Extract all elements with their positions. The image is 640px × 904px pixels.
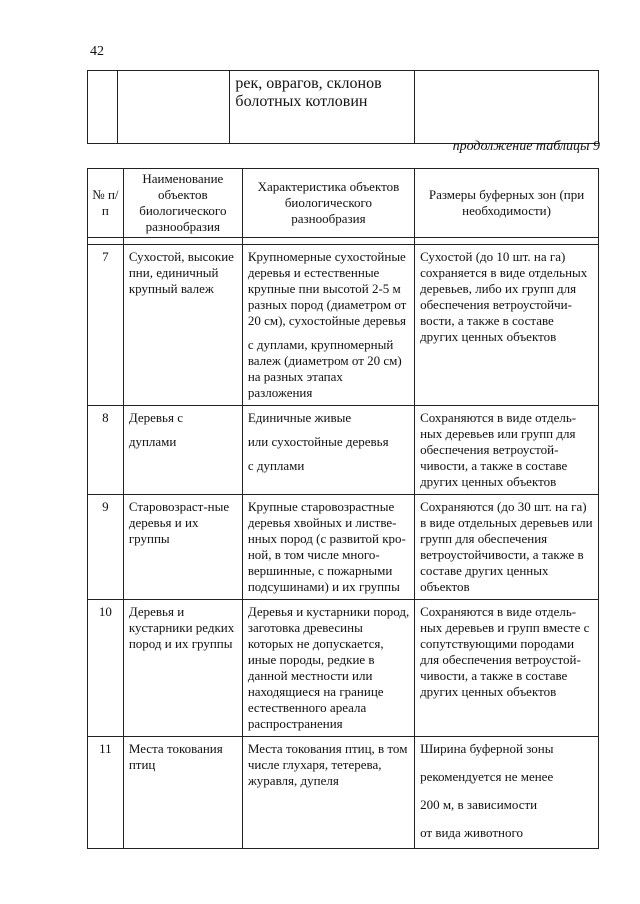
table-row bbox=[88, 600, 599, 737]
row-number: 7 bbox=[88, 245, 124, 406]
object-name: Старовозраст-ные деревья и их группы bbox=[123, 495, 242, 600]
description-text: Крупные старовозрастные деревья хвойных и листве-нных пород (с развитой кро-ной, в том числе много-вершинные, с пожарными подсушинами) и их группы bbox=[247, 499, 406, 594]
object-description bbox=[242, 737, 414, 849]
buffer-zone bbox=[415, 737, 599, 849]
object-description bbox=[242, 245, 414, 406]
buffer-zone-text: от вида животного bbox=[420, 825, 524, 840]
row-number: 8 bbox=[88, 406, 124, 495]
header-num: № п/п bbox=[88, 169, 124, 238]
buffer-zone bbox=[415, 406, 599, 495]
object-name: Места токования птиц bbox=[123, 737, 242, 849]
header-buffer-zone: Размеры буферных зон (при необходимости) bbox=[415, 169, 599, 238]
table-9 bbox=[87, 168, 599, 849]
buffer-zone-text: рекомендуется не менее bbox=[420, 769, 554, 784]
page-number: 42 bbox=[90, 44, 104, 59]
table-caption: продолжение таблицы 9 bbox=[452, 139, 600, 154]
buffer-zone bbox=[415, 245, 599, 406]
buffer-zone bbox=[415, 600, 599, 737]
table-row bbox=[88, 495, 599, 600]
previous-table-fragment bbox=[87, 70, 599, 144]
buffer-zone-text: 200 м, в зависимости bbox=[420, 797, 538, 812]
object-name: Сухостой, высокие пни, единичный крупный валеж bbox=[123, 245, 242, 406]
buffer-zone-text: Сохраняются в виде отдель-ных деревьев или групп для обеспечения ветроустой-чивости, а также в составе других ценных объектов bbox=[420, 410, 577, 489]
description-text: Деревья и кустарники пород, заготовка древесины которых не допускается, иные породы, редкие в данной местности или находящиеся на границе естественного ареала распространения bbox=[247, 604, 410, 731]
table-row bbox=[88, 71, 599, 144]
object-description bbox=[242, 495, 414, 600]
table-cell bbox=[88, 71, 118, 144]
table-cell bbox=[414, 71, 598, 144]
buffer-zone-text: Сохраняются (до 30 шт. на га) в виде отдельных деревьев или групп для обеспечения ветроустойчивости, а также в составе других ценных объектов bbox=[420, 499, 593, 594]
object-name-text: дуплами bbox=[128, 434, 177, 449]
object-name-text: Деревья с bbox=[128, 410, 183, 425]
object-description bbox=[242, 406, 414, 495]
table-cell bbox=[118, 71, 230, 144]
object-name bbox=[123, 406, 242, 495]
description-text: или сухостойные деревья bbox=[247, 434, 389, 449]
buffer-zone-text: Ширина буферной зоны bbox=[420, 741, 554, 756]
table-header-row bbox=[88, 169, 599, 238]
table-row bbox=[88, 406, 599, 495]
buffer-zone-text: Сухостой (до 10 шт. на га) сохраняется в виде отдельных деревьев, либо их групп для обеспечения ветроустойчи-вости, а также в составе других ценных объектов bbox=[420, 249, 588, 344]
description-text: Крупномерные сухостойные деревья и естественные крупные пни высотой 2-5 м разных пород (диаметром от 20 см), сухостойные деревья bbox=[247, 249, 407, 328]
header-name: Наименование объектов биологического разнообразия bbox=[123, 169, 242, 238]
description-text: с дуплами bbox=[247, 458, 305, 473]
description-text: Единичные живые bbox=[247, 410, 352, 425]
description-text: Места токования птиц, в том числе глухаря, тетерева, журавля, дупеля bbox=[247, 741, 408, 788]
description-text: с дуплами, крупномерный валеж (диаметром от 20 см) на разных этапах разложения bbox=[247, 337, 402, 400]
row-number: 11 bbox=[88, 737, 124, 849]
object-description bbox=[242, 600, 414, 737]
table-row bbox=[88, 737, 599, 849]
row-number: 10 bbox=[88, 600, 124, 737]
table-row bbox=[88, 245, 599, 406]
header-description: Характеристика объектов биологического разнообразия bbox=[242, 169, 414, 238]
table-spacer-row bbox=[88, 238, 599, 245]
buffer-zone bbox=[415, 495, 599, 600]
buffer-zone-text: Сохраняются в виде отдель-ных деревьев и групп вместе с сопутствующими породами для обеспечения ветроустой-чивости, а также в составе других ценных объектов bbox=[420, 604, 590, 699]
object-name: Деревья и кустарники редких пород и их группы bbox=[123, 600, 242, 737]
row-number: 9 bbox=[88, 495, 124, 600]
table-cell: рек, оврагов, склонов болотных котловин bbox=[230, 71, 414, 144]
